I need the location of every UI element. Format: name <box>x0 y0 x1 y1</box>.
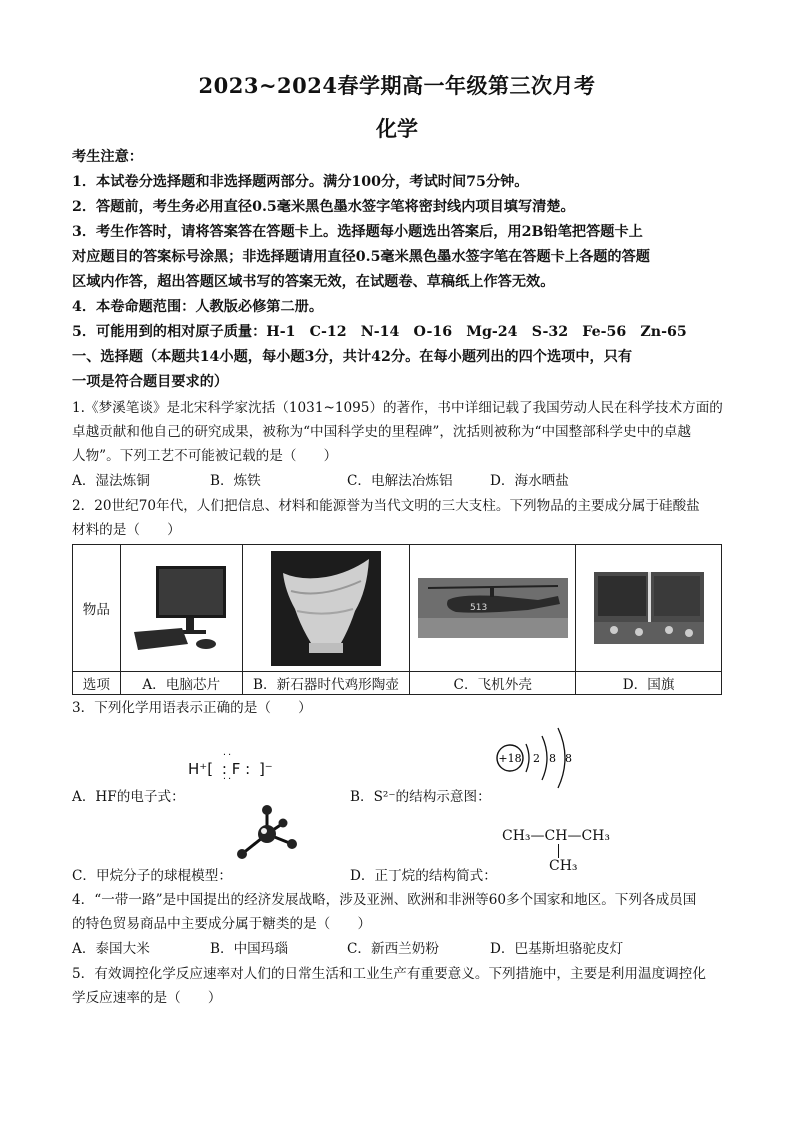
q4-option-b: B．中国玛瑙 <box>210 941 288 957</box>
table-row-label-option: 选项 <box>73 672 121 695</box>
q1-option-a: A．湿法炼铜 <box>72 473 150 489</box>
q2-option-c: C．飞机外壳 <box>410 672 576 695</box>
notice-item-3: 3．考生作答时，请将答案答在答题卡上。选择题每小题选出答案后，用2B铅笔把答题卡上 <box>72 224 643 240</box>
q1-option-d: D．海水晒盐 <box>490 473 569 489</box>
butane-structure-top: CH₃—CH—CH₃ <box>502 828 610 844</box>
section-heading: 一、选择题（本题共14小题，每小题3分，共计42分。在每小题列出的四个选项中，只有 <box>72 349 633 365</box>
butane-structure-branch: CH₃ <box>549 858 578 874</box>
q3-option-d: D．正丁烷的结构简式： <box>350 868 497 884</box>
q3-option-b: B．S²⁻的结构示意图： <box>350 789 491 805</box>
hf-fluorine-atom: F <box>231 760 241 778</box>
notice-item-5: 5．可能用到的相对原子质量：H-1 C-12 N-14 O-16 Mg-24 S-32 Fe-56 Zn-65 <box>72 324 687 340</box>
notice-item-4: 4．本卷命题范围：人教版必修第二册。 <box>72 299 324 315</box>
q1-option-c: C．电解法冶炼铝 <box>347 473 453 489</box>
q2-table <box>72 544 722 695</box>
q2-option-b: B．新石器时代鸡形陶壶 <box>242 672 410 695</box>
q4-options <box>72 937 722 961</box>
q2-stem-1: 2．20世纪70年代，人们把信息、材料和能源誉为当代文明的三大支柱。下列物品的主要成分属于硅酸盐 <box>72 498 700 514</box>
methane-ball-stick-model <box>234 804 300 864</box>
svg-text:513: 513 <box>469 603 487 613</box>
q4-option-c: C．新西兰奶粉 <box>347 941 439 957</box>
helicopter-image <box>410 545 576 672</box>
pottery-image <box>242 545 410 672</box>
flag-image <box>576 545 722 672</box>
q4-option-d: D．巴基斯坦骆驼皮灯 <box>490 941 624 957</box>
notice-item-1: 1．本试卷分选择题和非选择题两部分。满分100分，考试时间75分钟。 <box>72 174 529 190</box>
q5-stem-1: 5．有效调控化学反应速率对人们的日常生活和工业生产有重要意义。下列措施中，主要是利用温度调控化 <box>72 966 706 982</box>
section-heading-cont: 一项是符合题目要求的） <box>72 374 229 390</box>
subject-title: 化学 <box>376 116 418 141</box>
q2-option-a: A．电脑芯片 <box>120 672 242 695</box>
q3-option-a: A．HF的电子式： <box>72 789 185 805</box>
q4-stem-2: 的特色贸易商品中主要成分属于糖类的是（ ） <box>72 916 372 932</box>
q1-stem-1: 1.《梦溪笔谈》是北宋科学家沈括（1031~1095）的著作，书中详细记载了我国劳动人民在科学技术方面的 <box>72 400 723 416</box>
q3-option-c: C．甲烷分子的球棍模型： <box>72 868 232 884</box>
sulfide-ion-structure-diagram <box>492 722 582 794</box>
q4-option-a: A．泰国大米 <box>72 941 150 957</box>
notice-item-3-cont: 对应题目的答案标号涂黑；非选择题请用直径0.5毫米黑色墨水签字笔在答题卡上各题的答题 <box>72 249 650 265</box>
q2-option-d: D．国旗 <box>576 672 722 695</box>
exam-title: 2023~2024春学期高一年级第三次月考 <box>198 73 596 98</box>
q1-stem-3: 人物”。下列工艺不可能被记载的是（ ） <box>72 448 338 464</box>
shell-3-electrons: 8 <box>565 752 572 765</box>
hf-electron-formula: H⁺[ ·· : F : ·· ]⁻ <box>188 750 273 785</box>
notice-heading: 考生注意： <box>72 149 143 165</box>
q2-stem-2: 材料的是（ ） <box>72 522 181 538</box>
q1-option-b: B．炼铁 <box>210 473 261 489</box>
q5-stem-2: 学反应速率的是（ ） <box>72 990 222 1006</box>
shell-1-electrons: 2 <box>533 752 540 765</box>
notice-item-3-cont2: 区域内作答，超出答题区域书写的答案无效，在试题卷、草稿纸上作答无效。 <box>72 274 555 290</box>
shell-2-electrons: 8 <box>549 752 556 765</box>
computer-image <box>120 545 242 672</box>
q3-stem: 3．下列化学用语表示正确的是（ ） <box>72 700 312 716</box>
butane-branch-bond <box>558 844 559 858</box>
notice-item-2: 2．答题前，考生务必用直径0.5毫米黑色墨水签字笔将密封线内项目填写清楚。 <box>72 199 575 215</box>
q4-stem-1: 4．“一带一路”是中国提出的经济发展战略，涉及亚洲、欧洲和非洲等60多个国家和地区。下列各成员国 <box>72 892 697 908</box>
nucleus-charge: +18 <box>498 752 522 765</box>
table-row-label-goods: 物品 <box>73 545 121 672</box>
q1-stem-2: 卓越贡献和他自己的研究成果，被称为“中国科学史的里程碑”，沈括则被称为“中国整部科学史中的卓越 <box>72 424 691 440</box>
q1-options <box>72 469 722 493</box>
